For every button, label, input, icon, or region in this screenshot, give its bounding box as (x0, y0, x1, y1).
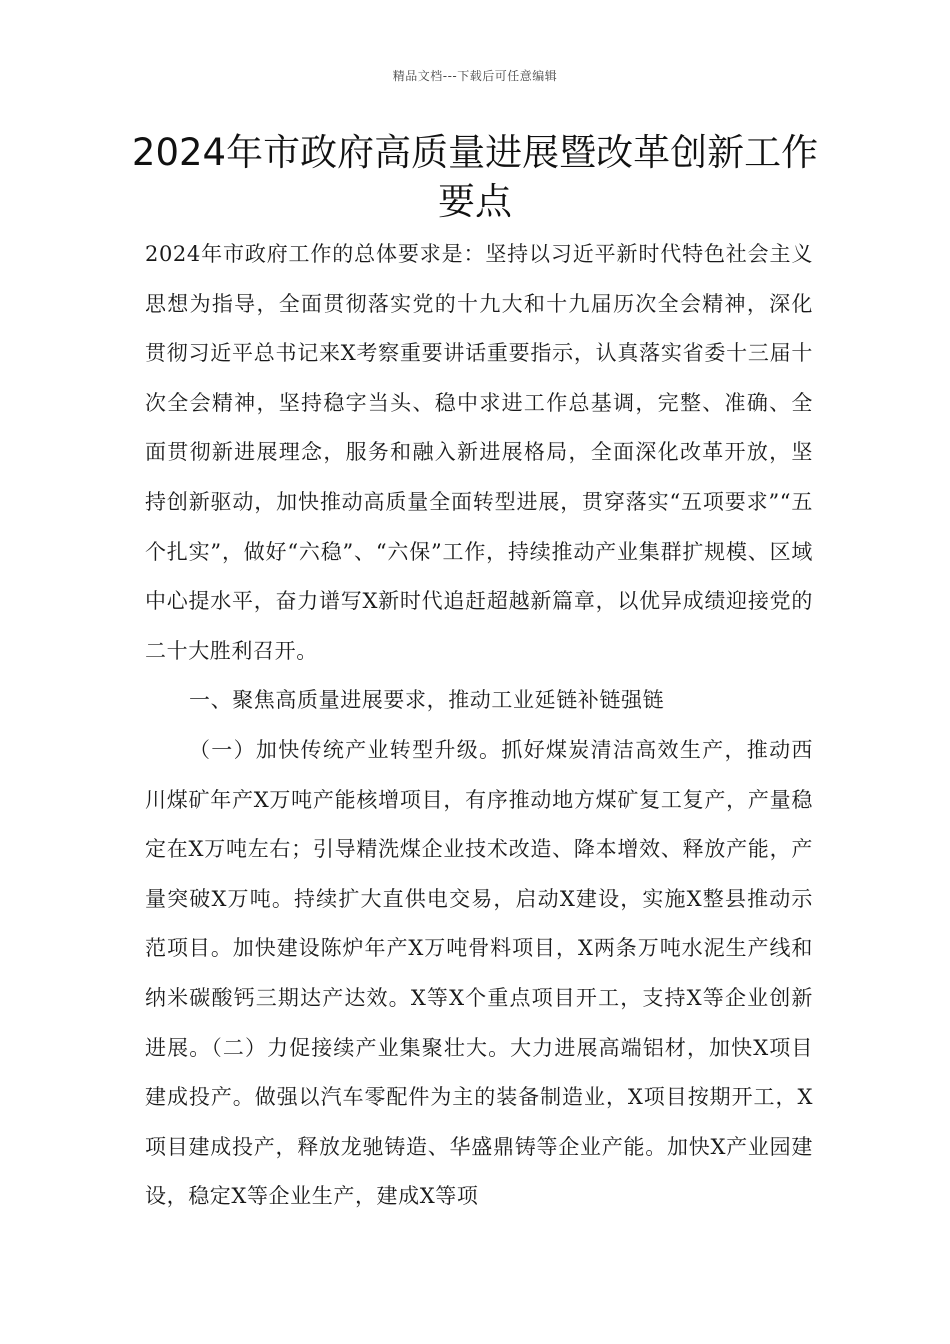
header-note: 精品文档---下载后可任意编辑 (392, 69, 558, 83)
paragraph-industry: （一）加快传统产业转型升级。抓好煤炭清洁高效生产，推动西川煤矿年产X万吨产能核增项目，有序推动地方煤矿复工复产，产量稳定在X万吨左右；引导精洗煤企业技术改造、降本增效、释放产能，产量突破X万吨。持续扩大直供电交易，启动X建设，实施X整县推动示范项目。加快建设陈炉年产X万吨骨料项目，X两条万吨水泥生产线和纳米碳酸钙三期达产达效。X等X个重点项目开工，支持X等企业创新进展。（二）力促接续产业集聚壮大。大力进展高端铝材，加快X项目建成投产。做强以汽车零配件为主的装备制造业，X项目按期开工，X项目建成投产，释放龙驰铸造、华盛鼎铸等企业产能。加快X产业园建设，稳定X等企业生产，建成X等项 (145, 737, 813, 1209)
document-body (145, 230, 813, 1222)
paragraph-overview: 2024年市政府工作的总体要求是：坚持以习近平新时代特色社会主义思想为指导，全面贯彻落实党的十九大和十九届历次全会精神，深化贯彻习近平总书记来X考察重要讲话重要指示，认真落实省委十三届十次全会精神，坚持稳字当头、稳中求进工作总基调，完整、准确、全面贯彻新进展理念，服务和融入新进展格局，全面深化改革开放，坚持创新驱动，加快推动高质量全面转型进展，贯穿落实“五项要求”“五个扎实”，做好“六稳”、“六保”工作，持续推动产业集群扩规模、区域中心提水平，奋力谱写X新时代追赶超越新篇章，以优异成绩迎接党的二十大胜利召开。 (145, 242, 813, 663)
document-title: 2024年市政府高质量进展暨改革创新工作要点 (131, 131, 819, 223)
section-heading: 一、聚焦高质量进展要求，推动工业延链补链强链 (189, 688, 665, 713)
